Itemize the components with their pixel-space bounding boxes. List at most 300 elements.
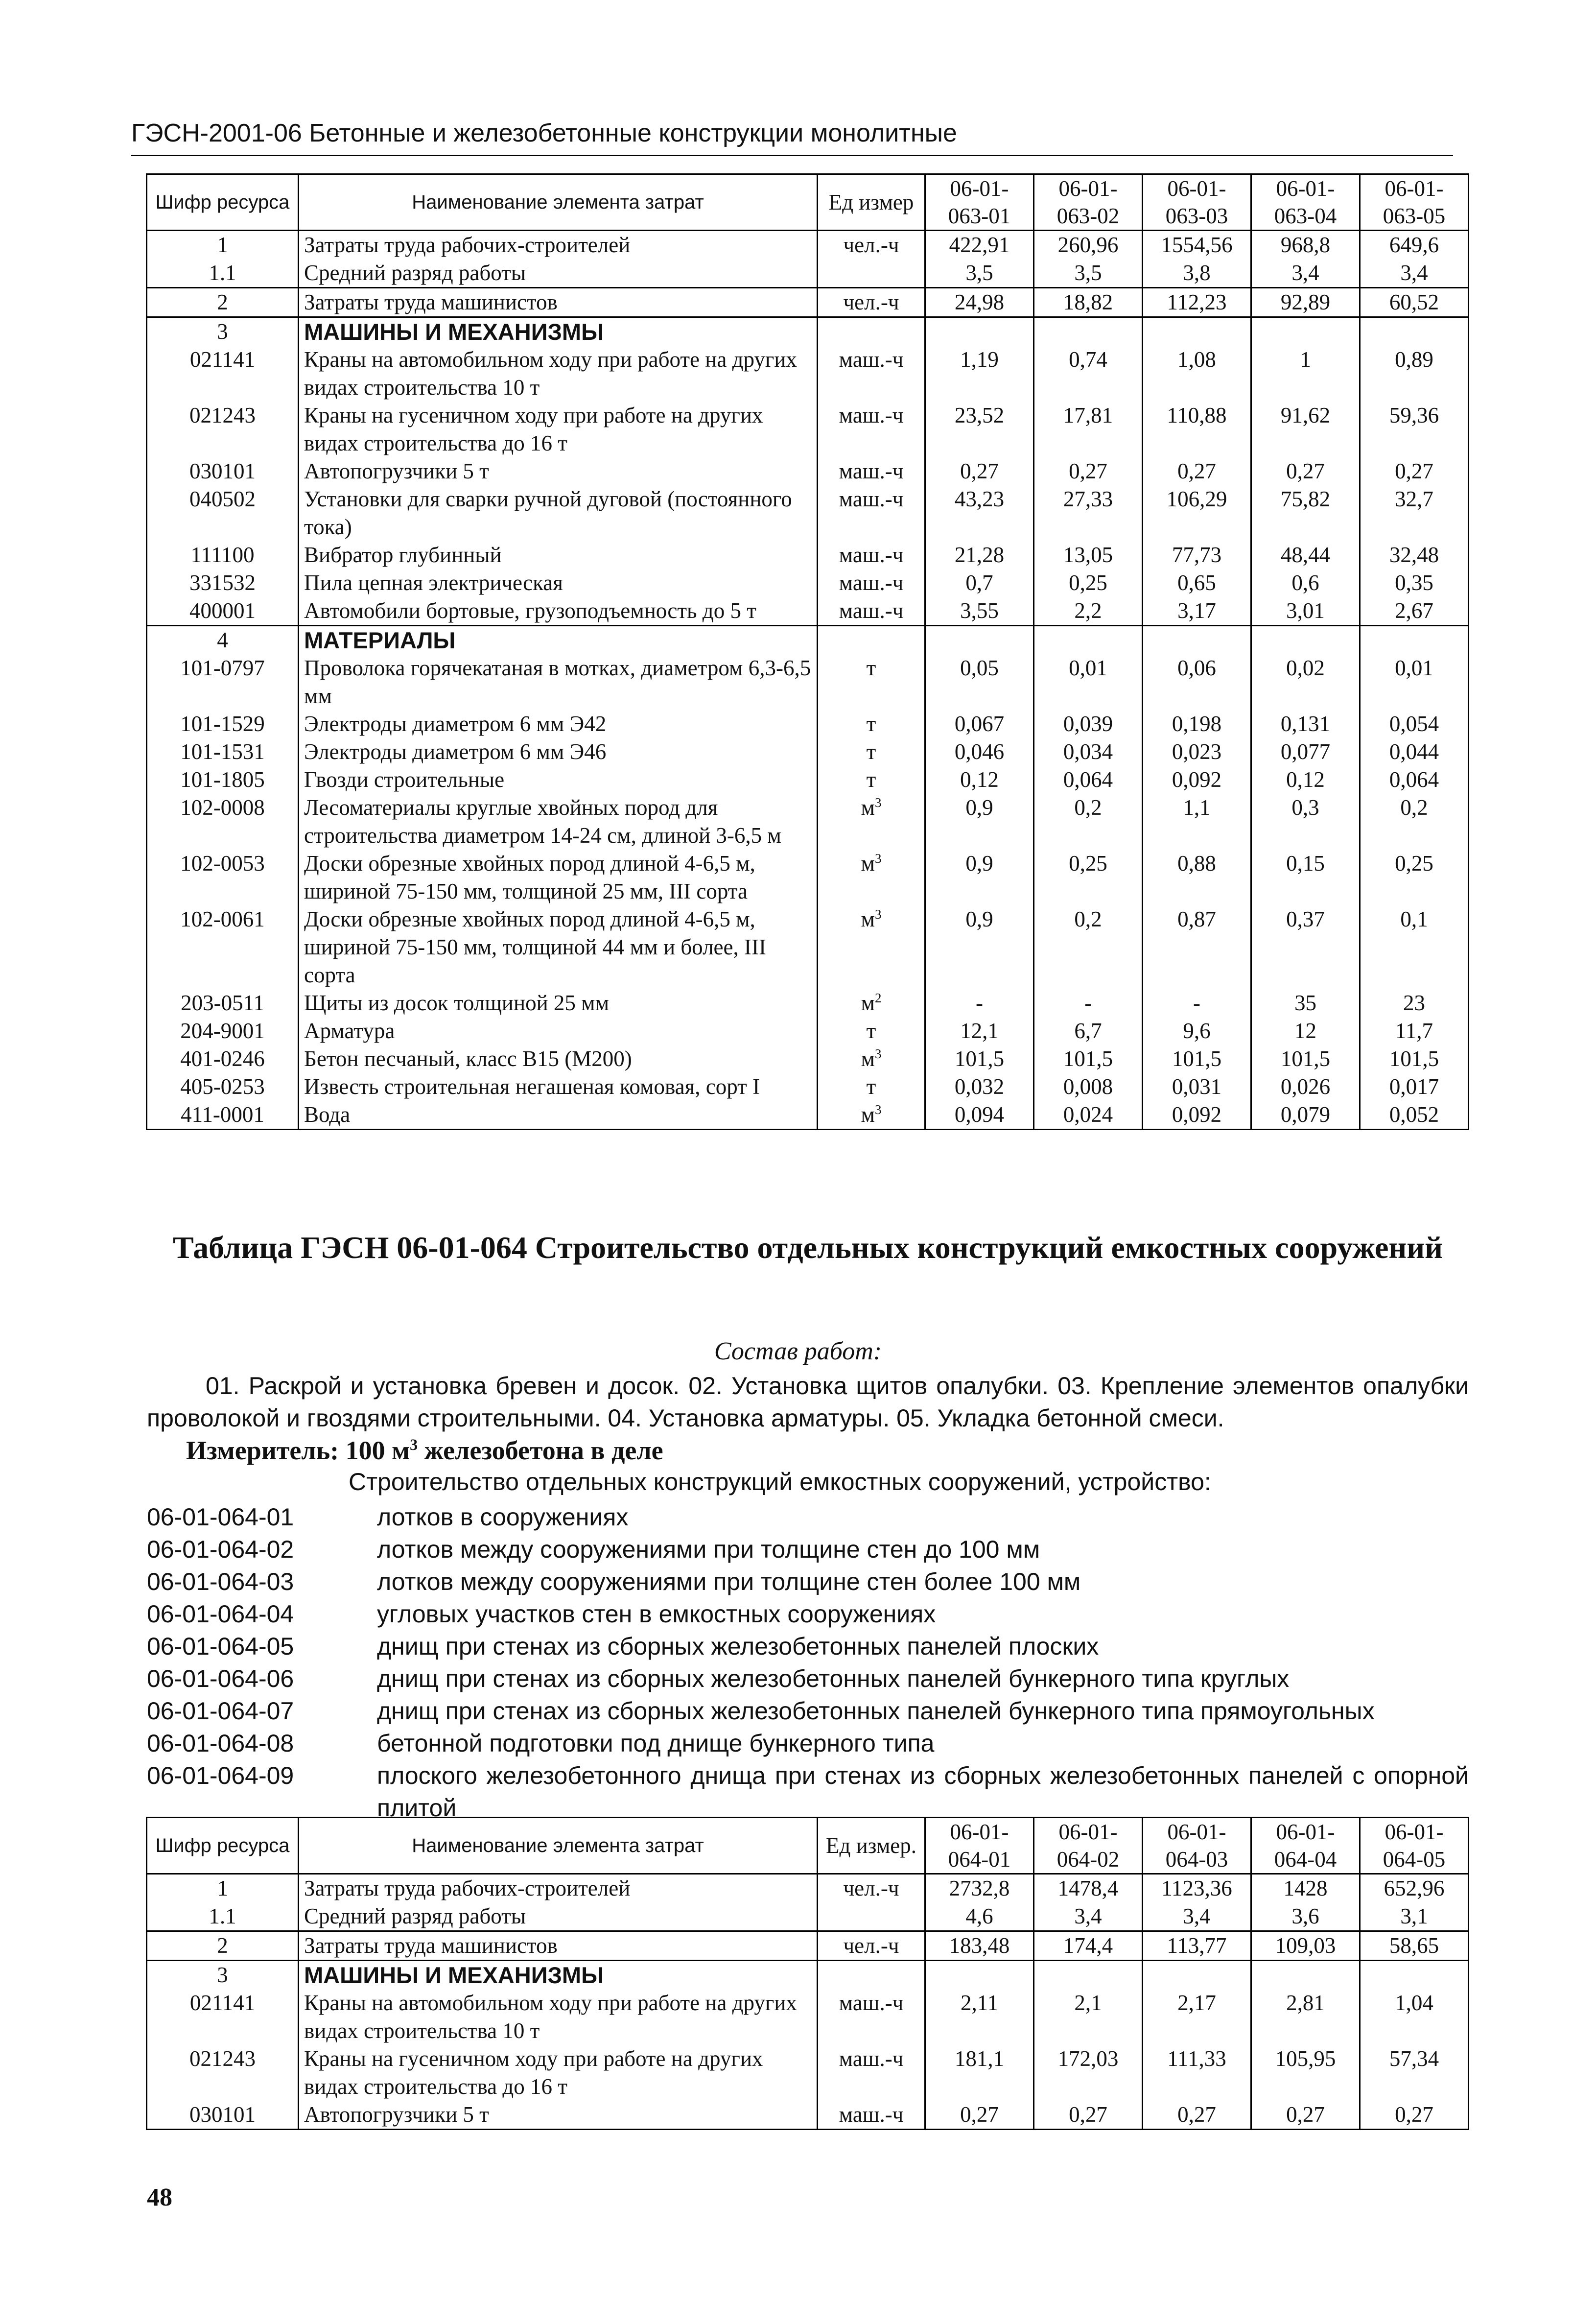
resource-code: 1 bbox=[147, 231, 299, 260]
table-row bbox=[147, 710, 1469, 738]
resource-value: 0,27 bbox=[1251, 2101, 1360, 2130]
resource-value: 2,67 bbox=[1360, 597, 1469, 626]
resource-code: 401-0246 bbox=[147, 1045, 299, 1073]
resource-unit: $м^3$ bbox=[818, 1101, 925, 1130]
resource-value: 48,44 bbox=[1251, 541, 1360, 569]
resource-code: 4 bbox=[147, 626, 299, 655]
resource-value: 101,5 bbox=[925, 1045, 1034, 1073]
resource-code: 030101 bbox=[147, 2101, 299, 2130]
page-number: 48 bbox=[147, 2183, 172, 2211]
table-row bbox=[147, 231, 1469, 260]
resource-value: 6,7 bbox=[1034, 1017, 1143, 1045]
resource-value: 0,6 bbox=[1251, 569, 1360, 597]
resource-name: Щиты из досок толщиной 25 мм bbox=[299, 989, 818, 1017]
header-name: Наименование элемента затрат bbox=[299, 174, 818, 231]
resource-value: 0,9 bbox=[925, 850, 1034, 905]
resource-value: 3,6 bbox=[1251, 1902, 1360, 1931]
resource-unit: маш.-ч bbox=[818, 541, 925, 569]
resource-unit: маш.-ч bbox=[818, 597, 925, 626]
resource-name: Проволока горячекатаная в мотках, диаметром 6,3-6,5 мм bbox=[299, 654, 818, 710]
resource-value: 0,131 bbox=[1251, 710, 1360, 738]
composition-text: 01. Раскрой и установка бревен и досок. 02. Установка щитов опалубки. 03. Крепление элементов опалубки проволокой и гвоздями строительными. 04. Установка арматуры. 05. Укладка бетонной смеси. bbox=[147, 1372, 1469, 1432]
resource-value: 0,2 bbox=[1034, 794, 1143, 850]
resource-code: 101-0797 bbox=[147, 654, 299, 710]
resource-value: 0,198 bbox=[1143, 710, 1251, 738]
resource-value: 0,88 bbox=[1143, 850, 1251, 905]
resource-unit: чел.-ч bbox=[818, 288, 925, 317]
table-row bbox=[147, 654, 1469, 710]
table-row bbox=[147, 1902, 1469, 1931]
table-row bbox=[147, 766, 1469, 794]
resource-value: 0,12 bbox=[1251, 766, 1360, 794]
table-row bbox=[147, 738, 1469, 766]
resource-value: 101,5 bbox=[1251, 1045, 1360, 1073]
resource-value: 3,5 bbox=[925, 259, 1034, 288]
resource-table-064 bbox=[146, 1817, 1469, 2130]
header-col-4: 06-01-064-04 bbox=[1251, 1818, 1360, 1874]
work-item bbox=[147, 1598, 1469, 1630]
header-col-3: 06-01-063-03 bbox=[1143, 174, 1251, 231]
table-row bbox=[147, 1931, 1469, 1961]
header-col-2: 06-01-064-02 bbox=[1034, 1818, 1143, 1874]
resource-code: 021141 bbox=[147, 1989, 299, 2045]
header-col-2: 06-01-063-02 bbox=[1034, 174, 1143, 231]
resource-value: 0,077 bbox=[1251, 738, 1360, 766]
resource-value: 0,034 bbox=[1034, 738, 1143, 766]
resource-value: 60,52 bbox=[1360, 288, 1469, 317]
resource-name: Автопогрузчики 5 т bbox=[299, 457, 818, 485]
resource-name: Затраты труда рабочих-строителей bbox=[299, 231, 818, 260]
resource-value: 0,25 bbox=[1034, 850, 1143, 905]
resource-value: 1478,4 bbox=[1034, 1874, 1143, 1903]
resource-value: 1,04 bbox=[1360, 1989, 1469, 2045]
resource-code: 102-0053 bbox=[147, 850, 299, 905]
resource-unit: маш.-ч bbox=[818, 402, 925, 457]
resource-value: 0,27 bbox=[1034, 2101, 1143, 2130]
resource-value: 0,3 bbox=[1251, 794, 1360, 850]
resource-value: 0,044 bbox=[1360, 738, 1469, 766]
resource-value: 11,7 bbox=[1360, 1017, 1469, 1045]
resource-value: 0,067 bbox=[925, 710, 1034, 738]
section-row bbox=[147, 317, 1469, 346]
resource-name: Автопогрузчики 5 т bbox=[299, 2101, 818, 2130]
resource-value: 12 bbox=[1251, 1017, 1360, 1045]
resource-value: 1428 bbox=[1251, 1874, 1360, 1903]
resource-value bbox=[1251, 317, 1360, 346]
resource-value: 1554,56 bbox=[1143, 231, 1251, 260]
resource-value: 27,33 bbox=[1034, 485, 1143, 541]
resource-value: 12,1 bbox=[925, 1017, 1034, 1045]
work-code: 06-01-064-04 bbox=[147, 1600, 294, 1628]
work-item bbox=[147, 1695, 1469, 1727]
table-header-row bbox=[147, 1818, 1469, 1874]
header-col-1: 06-01-063-01 bbox=[925, 174, 1034, 231]
resource-value: 2,81 bbox=[1251, 1989, 1360, 2045]
resource-value: 1 bbox=[1251, 346, 1360, 402]
resource-value: 172,03 bbox=[1034, 2045, 1143, 2101]
resource-value: 3,4 bbox=[1034, 1902, 1143, 1931]
resource-value: 0,89 bbox=[1360, 346, 1469, 402]
resource-name: Арматура bbox=[299, 1017, 818, 1045]
resource-value: 0,008 bbox=[1034, 1073, 1143, 1101]
resource-code: 411-0001 bbox=[147, 1101, 299, 1130]
resource-value: 0,65 bbox=[1143, 569, 1251, 597]
table-row bbox=[147, 569, 1469, 597]
resource-value: 32,7 bbox=[1360, 485, 1469, 541]
resource-unit: маш.-ч bbox=[818, 2101, 925, 2130]
work-item bbox=[147, 1759, 1469, 1824]
table-row bbox=[147, 794, 1469, 850]
resource-value bbox=[1143, 1961, 1251, 1990]
resource-value: 0,27 bbox=[1360, 457, 1469, 485]
resource-value: 1,08 bbox=[1143, 346, 1251, 402]
work-text: днищ при стенах из сборных железобетонных панелей бункерного типа прямоугольных bbox=[377, 1697, 1375, 1725]
resource-value: 0,37 bbox=[1251, 905, 1360, 989]
resource-value: 0,052 bbox=[1360, 1101, 1469, 1130]
resource-value: 1,1 bbox=[1143, 794, 1251, 850]
work-code: 06-01-064-08 bbox=[147, 1730, 294, 1757]
resource-value: 23 bbox=[1360, 989, 1469, 1017]
header-col-3: 06-01-064-03 bbox=[1143, 1818, 1251, 1874]
resource-unit: чел.-ч bbox=[818, 1931, 925, 1961]
resource-value: 0,039 bbox=[1034, 710, 1143, 738]
resource-unit: чел.-ч bbox=[818, 1874, 925, 1903]
resource-value: 652,96 bbox=[1360, 1874, 1469, 1903]
resource-value: 57,34 bbox=[1360, 2045, 1469, 2101]
table-row bbox=[147, 850, 1469, 905]
resource-value: 3,55 bbox=[925, 597, 1034, 626]
resource-value: 0,27 bbox=[1143, 2101, 1251, 2130]
table-row bbox=[147, 1073, 1469, 1101]
resource-code: 1.1 bbox=[147, 259, 299, 288]
composition-heading: Состав работ: bbox=[714, 1337, 882, 1365]
resource-value: 3,17 bbox=[1143, 597, 1251, 626]
resource-value: 0,06 bbox=[1143, 654, 1251, 710]
work-text: бетонной подготовки под днище бункерного типа bbox=[377, 1730, 935, 1757]
header-code: Шифр ресурса bbox=[147, 174, 299, 231]
work-item bbox=[147, 1533, 1469, 1566]
resource-code: 101-1805 bbox=[147, 766, 299, 794]
table-row bbox=[147, 457, 1469, 485]
resource-value: 0,27 bbox=[1034, 457, 1143, 485]
resource-value: 0,02 bbox=[1251, 654, 1360, 710]
resource-name: Гвозди строительные bbox=[299, 766, 818, 794]
resource-name: Средний разряд работы bbox=[299, 1902, 818, 1931]
resource-code: 400001 bbox=[147, 597, 299, 626]
resource-value: 0,092 bbox=[1143, 766, 1251, 794]
resource-value: 0,35 bbox=[1360, 569, 1469, 597]
resource-value: 2732,8 bbox=[925, 1874, 1034, 1903]
resource-value: 0,023 bbox=[1143, 738, 1251, 766]
header-unit: Ед измер. bbox=[818, 1818, 925, 1874]
resource-value: 0,27 bbox=[1251, 457, 1360, 485]
resource-name: Краны на гусеничном ходу при работе на других видах строительства до 16 т bbox=[299, 2045, 818, 2101]
resource-value: 91,62 bbox=[1251, 402, 1360, 457]
resource-unit: $м^3$ bbox=[818, 850, 925, 905]
resource-code: 040502 bbox=[147, 485, 299, 541]
resource-name: Краны на автомобильном ходу при работе на других видах строительства 10 т bbox=[299, 1989, 818, 2045]
resource-value bbox=[1360, 1961, 1469, 1990]
resource-unit: маш.-ч bbox=[818, 569, 925, 597]
resource-unit: маш.-ч bbox=[818, 485, 925, 541]
resource-unit bbox=[818, 317, 925, 346]
table-row bbox=[147, 1045, 1469, 1073]
resource-value: 23,52 bbox=[925, 402, 1034, 457]
resource-value bbox=[1251, 626, 1360, 655]
resource-value: 106,29 bbox=[1143, 485, 1251, 541]
resource-value: 110,88 bbox=[1143, 402, 1251, 457]
resource-name: Доски обрезные хвойных пород длиной 4-6,5 м, шириной 75-150 мм, толщиной 44 мм и более, III сорта bbox=[299, 905, 818, 989]
resource-name: МАШИНЫ И МЕХАНИЗМЫ bbox=[299, 1961, 818, 1990]
resource-unit: т bbox=[818, 654, 925, 710]
resource-value: 35 bbox=[1251, 989, 1360, 1017]
resource-name: МАШИНЫ И МЕХАНИЗМЫ bbox=[299, 317, 818, 346]
resource-value: 0,9 bbox=[925, 905, 1034, 989]
resource-value: 0,01 bbox=[1034, 654, 1143, 710]
resource-value: 3,01 bbox=[1251, 597, 1360, 626]
resource-value: 9,6 bbox=[1143, 1017, 1251, 1045]
resource-code: 101-1531 bbox=[147, 738, 299, 766]
resource-code: 331532 bbox=[147, 569, 299, 597]
resource-value: 101,5 bbox=[1143, 1045, 1251, 1073]
resource-value: 0,024 bbox=[1034, 1101, 1143, 1130]
header-col-4: 06-01-063-04 bbox=[1251, 174, 1360, 231]
table-row bbox=[147, 2101, 1469, 2130]
measure-line bbox=[186, 1435, 663, 1466]
resource-name: Затраты труда машинистов bbox=[299, 288, 818, 317]
resource-value: 0,15 bbox=[1251, 850, 1360, 905]
resource-value: 181,1 bbox=[925, 2045, 1034, 2101]
resource-name: Средний разряд работы bbox=[299, 259, 818, 288]
resource-unit: маш.-ч bbox=[818, 1989, 925, 2045]
resource-name: Краны на автомобильном ходу при работе на других видах строительства 10 т bbox=[299, 346, 818, 402]
resource-unit bbox=[818, 1961, 925, 1990]
header-col-5: 06-01-063-05 bbox=[1360, 174, 1469, 231]
resource-value: 24,98 bbox=[925, 288, 1034, 317]
header-rule bbox=[131, 155, 1453, 156]
resource-value: - bbox=[925, 989, 1034, 1017]
work-item bbox=[147, 1501, 1469, 1533]
table-row bbox=[147, 905, 1469, 989]
resource-name: Установки для сварки ручной дуговой (постоянного тока) bbox=[299, 485, 818, 541]
resource-value: 0,9 bbox=[925, 794, 1034, 850]
work-code: 06-01-064-03 bbox=[147, 1568, 294, 1595]
work-code: 06-01-064-06 bbox=[147, 1665, 294, 1692]
resource-value: 422,91 bbox=[925, 231, 1034, 260]
resource-value: 0,2 bbox=[1360, 794, 1469, 850]
resource-value: 111,33 bbox=[1143, 2045, 1251, 2101]
resource-name: МАТЕРИАЛЫ bbox=[299, 626, 818, 655]
resource-code: 021243 bbox=[147, 402, 299, 457]
resource-code: 021243 bbox=[147, 2045, 299, 2101]
resource-unit bbox=[818, 259, 925, 288]
resource-value: 109,03 bbox=[1251, 1931, 1360, 1961]
resource-value bbox=[1360, 317, 1469, 346]
resource-unit: маш.-ч bbox=[818, 457, 925, 485]
resource-value: - bbox=[1143, 989, 1251, 1017]
header-col-1: 06-01-064-01 bbox=[925, 1818, 1034, 1874]
resource-value: 92,89 bbox=[1251, 288, 1360, 317]
resource-name: Бетон песчаный, класс В15 (М200) bbox=[299, 1045, 818, 1073]
section-row bbox=[147, 1961, 1469, 1990]
section-row bbox=[147, 626, 1469, 655]
resource-value bbox=[1251, 1961, 1360, 1990]
resource-code: 3 bbox=[147, 317, 299, 346]
resource-name: Затраты труда машинистов bbox=[299, 1931, 818, 1961]
resource-value bbox=[1143, 626, 1251, 655]
resource-value: 101,5 bbox=[1034, 1045, 1143, 1073]
work-item bbox=[147, 1630, 1469, 1662]
resource-value: 32,48 bbox=[1360, 541, 1469, 569]
resource-value: 183,48 bbox=[925, 1931, 1034, 1961]
work-code: 06-01-064-01 bbox=[147, 1503, 294, 1531]
work-code: 06-01-064-02 bbox=[147, 1536, 294, 1563]
work-text: лотков между сооружениями при толщине стен до 100 мм bbox=[377, 1536, 1040, 1563]
work-item bbox=[147, 1662, 1469, 1695]
resource-code: 102-0008 bbox=[147, 794, 299, 850]
resource-value: 0,031 bbox=[1143, 1073, 1251, 1101]
work-text: угловых участков стен в емкостных сооружениях bbox=[377, 1600, 936, 1628]
resource-code: 1 bbox=[147, 1874, 299, 1903]
resource-value: 0,12 bbox=[925, 766, 1034, 794]
resource-unit bbox=[818, 626, 925, 655]
work-code: 06-01-064-07 bbox=[147, 1697, 294, 1725]
measure-label: Измеритель: bbox=[186, 1436, 339, 1465]
resource-name: Автомобили бортовые, грузоподъемность до 5 т bbox=[299, 597, 818, 626]
resource-code: 2 bbox=[147, 1931, 299, 1961]
resource-value: 0,25 bbox=[1360, 850, 1469, 905]
resource-value: 0,017 bbox=[1360, 1073, 1469, 1101]
resource-code: 030101 bbox=[147, 457, 299, 485]
resource-value bbox=[1034, 1961, 1143, 1990]
table-row bbox=[147, 2045, 1469, 2101]
resource-name: Вода bbox=[299, 1101, 818, 1130]
resource-value: 13,05 bbox=[1034, 541, 1143, 569]
header-code: Шифр ресурса bbox=[147, 1818, 299, 1874]
work-text: днищ при стенах из сборных железобетонных панелей бункерного типа круглых bbox=[377, 1665, 1290, 1692]
resource-value: 0,2 bbox=[1034, 905, 1143, 989]
resource-code: 3 bbox=[147, 1961, 299, 1990]
resource-unit: т bbox=[818, 710, 925, 738]
resource-value: 649,6 bbox=[1360, 231, 1469, 260]
resource-value: 2,11 bbox=[925, 1989, 1034, 2045]
resource-unit: чел.-ч bbox=[818, 231, 925, 260]
resource-value: 59,36 bbox=[1360, 402, 1469, 457]
resource-value: 0,032 bbox=[925, 1073, 1034, 1101]
table-row bbox=[147, 1989, 1469, 2045]
resource-name: Доски обрезные хвойных пород длиной 4-6,5 м, шириной 75-150 мм, толщиной 25 мм, III сорта bbox=[299, 850, 818, 905]
work-code: 06-01-064-05 bbox=[147, 1633, 294, 1660]
resource-name: Пила цепная электрическая bbox=[299, 569, 818, 597]
resource-value: 0,27 bbox=[1143, 457, 1251, 485]
resource-value: 18,82 bbox=[1034, 288, 1143, 317]
resource-value: 0,092 bbox=[1143, 1101, 1251, 1130]
resource-value: 101,5 bbox=[1360, 1045, 1469, 1073]
table-title: Таблица ГЭСН 06-01-064 Строительство отдельных конструкций емкостных сооружений bbox=[172, 1230, 1443, 1265]
resource-unit: $м^3$ bbox=[818, 1045, 925, 1073]
work-text: плоского железобетонного днища при стенах из сборных железобетонных панелей с опорной плитой bbox=[377, 1762, 1469, 1822]
measure-value: 100 $м^3$ железобетона в деле bbox=[345, 1436, 663, 1465]
resource-value: 0,026 bbox=[1251, 1073, 1360, 1101]
resource-value bbox=[925, 626, 1034, 655]
resource-value: 0,25 bbox=[1034, 569, 1143, 597]
resource-value bbox=[1360, 626, 1469, 655]
resource-value: 0,05 bbox=[925, 654, 1034, 710]
resource-unit: т bbox=[818, 1073, 925, 1101]
header-name: Наименование элемента затрат bbox=[299, 1818, 818, 1874]
resource-unit: маш.-ч bbox=[818, 2045, 925, 2101]
resource-value: 1123,36 bbox=[1143, 1874, 1251, 1903]
resource-value: 17,81 bbox=[1034, 402, 1143, 457]
resource-name: Лесоматериалы круглые хвойных пород для строительства диаметром 14-24 см, длиной 3-6,5 м bbox=[299, 794, 818, 850]
table-row bbox=[147, 346, 1469, 402]
resource-value: 3,5 bbox=[1034, 259, 1143, 288]
works-list bbox=[147, 1501, 1469, 1824]
resource-name: Краны на гусеничном ходу при работе на других видах строительства до 16 т bbox=[299, 402, 818, 457]
resource-unit bbox=[818, 1902, 925, 1931]
resource-value: 1,19 bbox=[925, 346, 1034, 402]
resource-value: 3,8 bbox=[1143, 259, 1251, 288]
table-row bbox=[147, 402, 1469, 457]
resource-value: 0,87 bbox=[1143, 905, 1251, 989]
resource-code: 021141 bbox=[147, 346, 299, 402]
resource-name: Известь строительная негашеная комовая, сорт I bbox=[299, 1073, 818, 1101]
resource-value: 3,1 bbox=[1360, 1902, 1469, 1931]
header-col-5: 06-01-064-05 bbox=[1360, 1818, 1469, 1874]
work-item bbox=[147, 1727, 1469, 1759]
resource-code: 2 bbox=[147, 288, 299, 317]
resource-code: 102-0061 bbox=[147, 905, 299, 989]
resource-value: 43,23 bbox=[925, 485, 1034, 541]
resource-value: 0,27 bbox=[925, 2101, 1034, 2130]
resource-value bbox=[1034, 317, 1143, 346]
resource-value bbox=[1143, 317, 1251, 346]
resource-table-063 bbox=[146, 173, 1469, 1130]
resource-code: 101-1529 bbox=[147, 710, 299, 738]
resource-value: 0,7 bbox=[925, 569, 1034, 597]
resource-value: 174,4 bbox=[1034, 1931, 1143, 1961]
resource-code: 204-9001 bbox=[147, 1017, 299, 1045]
resource-name: Электроды диаметром 6 мм Э42 bbox=[299, 710, 818, 738]
resource-name: Вибратор глубинный bbox=[299, 541, 818, 569]
work-item bbox=[147, 1566, 1469, 1598]
resource-value: 3,4 bbox=[1360, 259, 1469, 288]
table-row bbox=[147, 597, 1469, 626]
resource-value: 0,27 bbox=[1360, 2101, 1469, 2130]
resource-value: 75,82 bbox=[1251, 485, 1360, 541]
resource-value: 0,74 bbox=[1034, 346, 1143, 402]
resource-code: 405-0253 bbox=[147, 1073, 299, 1101]
table-row bbox=[147, 1874, 1469, 1903]
resource-value: 58,65 bbox=[1360, 1931, 1469, 1961]
resource-value: 968,8 bbox=[1251, 231, 1360, 260]
resource-value: 0,27 bbox=[925, 457, 1034, 485]
resource-value: 0,1 bbox=[1360, 905, 1469, 989]
resource-value: 112,23 bbox=[1143, 288, 1251, 317]
resource-value: 2,2 bbox=[1034, 597, 1143, 626]
work-text: лотков в сооружениях bbox=[377, 1503, 629, 1531]
resource-value: 21,28 bbox=[925, 541, 1034, 569]
resource-code: 111100 bbox=[147, 541, 299, 569]
table-header-row bbox=[147, 174, 1469, 231]
resource-value: 2,1 bbox=[1034, 1989, 1143, 2045]
resource-name: Затраты труда рабочих-строителей bbox=[299, 1874, 818, 1903]
resource-value: 3,4 bbox=[1143, 1902, 1251, 1931]
resource-name: Электроды диаметром 6 мм Э46 bbox=[299, 738, 818, 766]
resource-value: 4,6 bbox=[925, 1902, 1034, 1931]
resource-unit: маш.-ч bbox=[818, 346, 925, 402]
resource-value: 77,73 bbox=[1143, 541, 1251, 569]
